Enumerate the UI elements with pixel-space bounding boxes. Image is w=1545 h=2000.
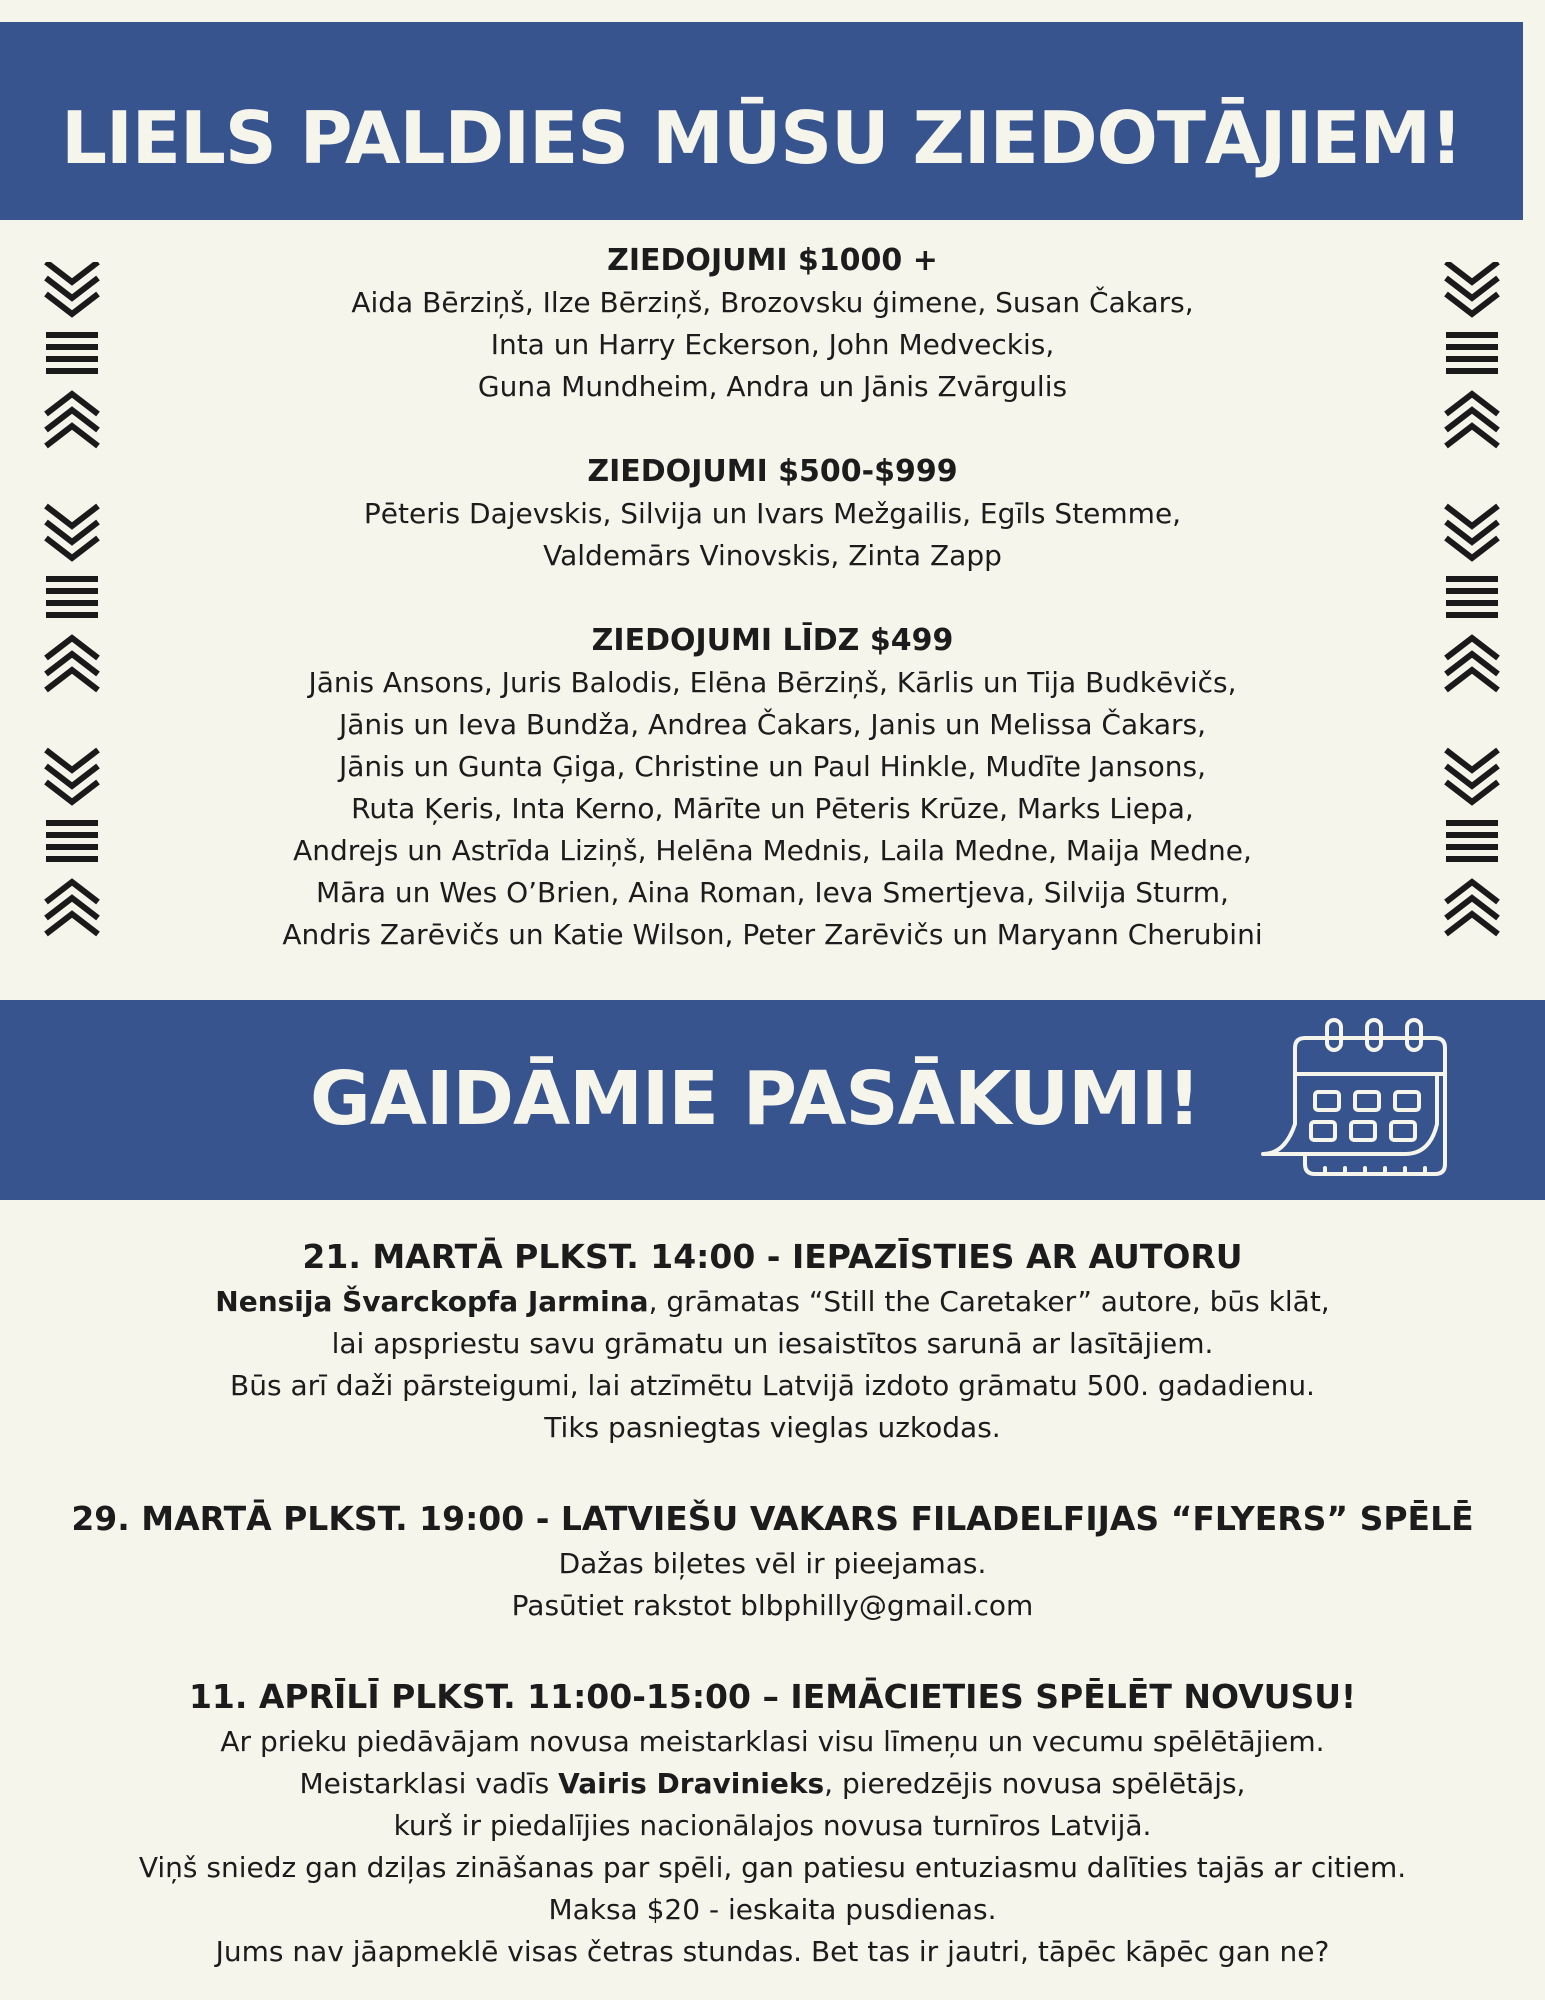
events-title: GAIDĀMIE PASĀKUMI! [310,1056,1201,1142]
event-line: Jums nav jāapmeklē visas četras stundas. Bet tas ir jautri, tāpēc kāpēc gan ne? [215,1935,1330,1968]
event-heading: 29. MARTĀ PLKST. 19:00 - LATVIEŠU VAKARS FILADELFIJAS “FLYERS” SPĒLĒ [71,1499,1474,1538]
instructor-name: Vairis Dravinieks [558,1767,825,1800]
event-line [30,1763,1515,1805]
donor-line: Jānis Ansons, Juris Balodis, Elēna Bērziņš, Kārlis un Tija Budkēvičs, [308,666,1237,699]
event-text: Meistarklasi vadīs [299,1767,559,1800]
event-heading: 11. APRĪLĪ PLKST. 11:00-15:00 – IEMĀCIETIES SPĒLĒT NOVUSU! [188,1677,1357,1716]
event-text: , pieredzējis novusa spēlētājs, [824,1767,1246,1800]
events-banner [0,1000,1545,1200]
event-heading: 21. MARTĀ PLKST. 14:00 - IEPAZĪSTIES AR AUTORU [302,1237,1243,1276]
tier-heading: ZIEDOJUMI $1000 + [607,243,938,278]
event-text: , grāmatas “Still the Caretaker” autore, būs klāt, [648,1285,1330,1318]
donor-line: Inta un Harry Eckerson, John Medveckis, [490,328,1055,361]
donor-line: Andrejs un Astrīda Liziņš, Helēna Mednis, Laila Medne, Maija Medne, [293,834,1252,867]
donor-line: Māra un Wes O’Brien, Aina Roman, Ieva Smertjeva, Silvija Sturm, [316,876,1229,909]
event-line: Pasūtiet rakstot blbphilly@gmail.com [511,1589,1034,1622]
donor-tier-499 [200,620,1345,956]
event-line: Tiks pasniegtas vieglas uzkodas. [544,1411,1001,1444]
event-line: kurš ir piedalījies nacionālajos novusa turnīros Latvijā. [393,1809,1152,1842]
event-line: Ar prieku piedāvājam novusa meistarklasi visu līmeņu un vecumu spēlētājiem. [220,1725,1325,1758]
event-line: Dažas biļetes vēl ir pieejamas. [558,1547,987,1580]
event-line [30,1281,1515,1323]
event-flyers-game [30,1495,1515,1627]
event-line: Maksa $20 - ieskaita pusdienas. [548,1893,997,1926]
events-list [30,1233,1515,1973]
event-line: Viņš sniedz gan dziļas zināšanas par spēli, gan patiesu entuziasmu dalīties tajās ar citiem. [138,1851,1407,1884]
donor-tier-1000 [200,240,1345,408]
event-novuss-class [30,1673,1515,1973]
event-line: Būs arī daži pārsteigumi, lai atzīmētu Latvijā izdoto grāmatu 500. gadadienu. [230,1369,1315,1402]
tier-heading: ZIEDOJUMI $500-$999 [587,454,958,489]
left-ornament [42,262,102,952]
donor-line: Pēteris Dajevskis, Silvija un Ivars Mežgailis, Egīls Stemme, [363,497,1182,530]
donor-list [200,240,1345,956]
calendar-icon [1255,1014,1455,1186]
author-name: Nensija Švarckopfa Jarmina [215,1285,649,1318]
event-author-meeting [30,1233,1515,1449]
donor-line: Jānis un Gunta Ģiga, Christine un Paul Hinkle, Mudīte Jansons, [339,750,1206,783]
donors-title: LIELS PALDIES MŪSU ZIEDOTĀJIEM! [61,96,1462,180]
right-ornament [1442,262,1502,952]
donors-banner [0,22,1523,220]
event-line: lai apspriestu savu grāmatu un iesaistītos sarunā ar lasītājiem. [331,1327,1214,1360]
donor-line: Jānis un Ieva Bundža, Andrea Čakars, Janis un Melissa Čakars, [338,708,1206,741]
donor-tier-500 [200,451,1345,577]
donor-line: Aida Bērziņš, Ilze Bērziņš, Brozovsku ģimene, Susan Čakars, [351,286,1194,319]
donor-line: Andris Zarēvičs un Katie Wilson, Peter Zarēvičs un Maryann Cherubini [282,918,1263,951]
donor-line: Ruta Ķeris, Inta Kerno, Mārīte un Pēteris Krūze, Marks Liepa, [351,792,1194,825]
tier-heading: ZIEDOJUMI LĪDZ $499 [591,623,954,658]
donor-line: Valdemārs Vinovskis, Zinta Zapp [543,539,1002,572]
donor-line: Guna Mundheim, Andra un Jānis Zvārgulis [477,370,1068,403]
